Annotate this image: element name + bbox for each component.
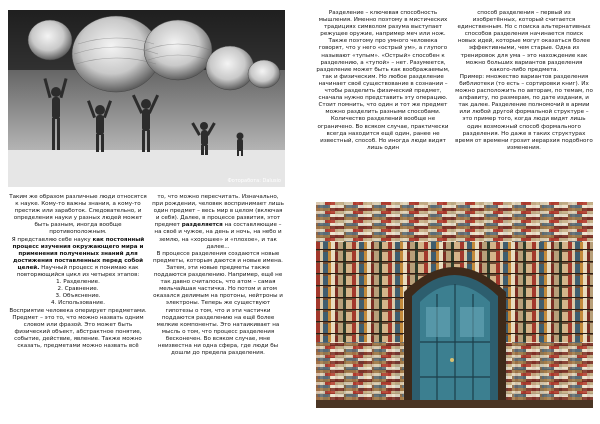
step-item: 3. Объяснение.	[55, 293, 101, 300]
text-column-1	[8, 194, 148, 350]
step-item: 2. Сравнение.	[57, 286, 99, 293]
text-column-3	[316, 10, 450, 152]
paragraph: Разделение – ключевая способность мышления. Именно поэтому в мистических традициях символом разума выступает режущее оружие, например меч или нож. Также поэтому про умного человека говорят, что у него «острый ум», а глупого называют «тупым». «Острый» способен к разделению, а «тупой» – нет. Разумеется, разделение может быть как воображаемым, так и физическим. Но любое разделение начинает своё существование в сознании – чтобы разделить физический предмет, сначала нужно представить эту операцию.	[316, 10, 450, 102]
step-item: 4. Использование.	[51, 300, 105, 307]
paragraph: В процессе разделения создаются новые предметы, которым даются и новые имена. Затем, эти новые предметы также поддаются разделению. Например, ещё не так давно считалось, что атом – самая мельчайшая частичка. Но потом и атом оказался делимым на протоны, нейтроны и электроны. Теперь же существуют гипотезы о том, что и эти частички поддаются разделению на ещё более мелкие компоненты. Это натаикивает на мысль о том, что процесс разделения бесконечен. Во всяком случае, мне неизвестна ни одна сфера, где люди бы дошли до предела разделения.	[153, 250, 283, 357]
paragraph: Восприятие человека оперирует предметами. Предмет – это то, что можно назвать одним словом или фразой. Это может быть физический объект, абстрактное понятие, событие, действие, явление. Также можно сказать, предметами можно назвать всё	[9, 307, 147, 349]
paragraph: Пример: множество вариантов разделения библиотеки (то есть – сортировки книг). Их можно расположить по авторам, по темам, по алфавиту, по размерам, по дате издания, и так далее. Разделение полномочий в армии или любой другой формальной структуре – это пример того, когда люди видят лишь один возможный способ формального разделения. Но даже в таких структурах время от времени грозит иерархия подобного изменения.	[455, 73, 593, 151]
paragraph: Стоит помнить, что один и тот же предмет можно разделить разными способами. Количество разделений вообще не ограничено. Во всяком случае, практически всегда находится ещё один, ранее не известный, способ. Но иногда люди видят лишь один	[317, 102, 449, 151]
text-span: Я представляю себе науку	[11, 236, 93, 243]
figurines-illustration	[8, 10, 285, 187]
photo-figurines	[8, 10, 285, 187]
paragraph: Таким же образом различные люди относятся к науке. Кому-то важны знания, а кому-то престиж или заработок. Следовательно, и определения науки у разных людей может быть разным, иногда вообще противоположным.	[9, 194, 147, 236]
text-span: то, что можно пересчитать. Изначально, при рождении, человек воспринимает лишь один предмет – весь мир в целом (включая и себя). Далее, в процессе развития, этот предмет	[152, 194, 284, 229]
step-item: 1. Разделение.	[56, 279, 100, 286]
emphasis-bold: разделяется	[181, 222, 223, 229]
photo-books-door	[316, 202, 593, 408]
books-door-illustration	[316, 202, 593, 408]
paragraph-definition	[8, 237, 148, 280]
text-span: на составляющие – на своё и чужое, на день и ночь, на небо и землю, на «хорошее» и «плохое», и так далее...	[154, 222, 282, 250]
text-column-2	[152, 194, 284, 357]
definition-bold: как постоянный процесс изучения окружающего мира и применения полученных знаний для достижения поставленных перед собой целей.	[12, 236, 145, 271]
text-span: Научный процесс я понимаю как повторяющийся цикл из четырех этапов:	[16, 264, 140, 279]
paragraph: способ разделения – первый из изобретённых, который считается единственным. Но с поиска альтернативных способов разделения начинается поиск новых идей, которые могут оказаться более эффективными, чем старые. Одна из тренировок для ума – это нахождение как можно больших вариантов разделения какого-либо предмета.	[457, 10, 591, 73]
paragraph	[152, 194, 284, 251]
photo-credit: Фоторабота: Dalusio	[227, 178, 281, 184]
text-column-4	[455, 10, 593, 152]
